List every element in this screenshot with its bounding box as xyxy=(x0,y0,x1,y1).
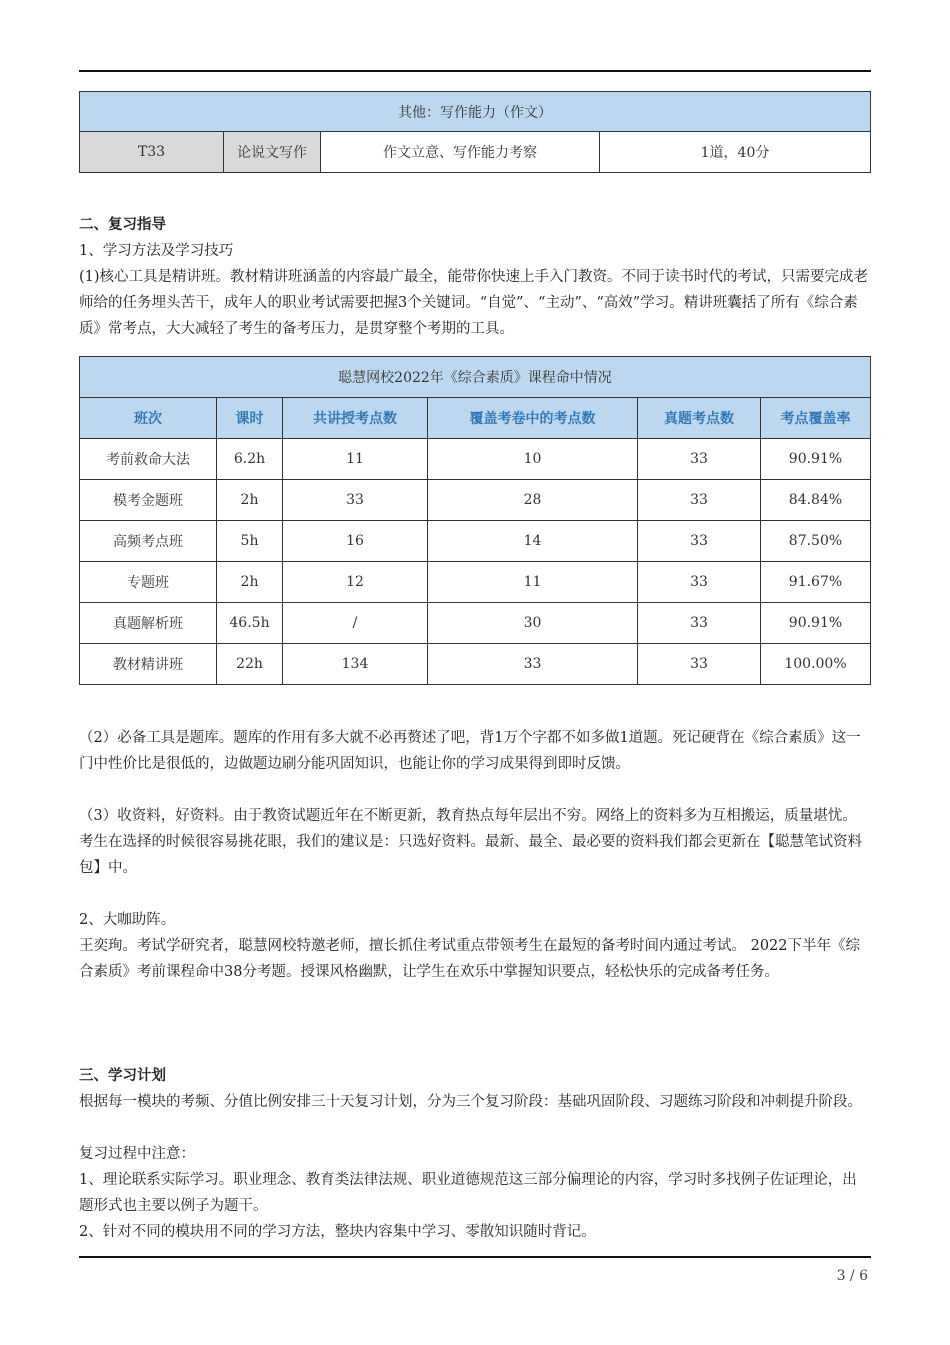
section3-p3: 1、理论联系实际学习。职业理念、教育类法律法规、职业道德规范这三部分偏理论的内容，学习时多找例子佐证理论，出题形式也主要以例子为题干。 xyxy=(79,1172,857,1214)
cell-class: 模考金题班 xyxy=(80,480,217,521)
section2-sub2: 2、大咖助阵。 xyxy=(79,912,176,928)
section2-p2: （2）必备工具是题库。题库的作用有多大就不必再赘述了吧，背1万个字都不如多做1道题。死记硬背在《综合素质》这一门中性价比是很低的，边做题边刷分能巩固知识，也能让你的学习成果得到即时反馈。 xyxy=(79,730,861,772)
section2-sub1: 1、学习方法及学习技巧 xyxy=(79,243,234,259)
cell-hours: 6.2h xyxy=(217,439,283,480)
cell-real: 33 xyxy=(638,521,761,562)
section3-heading: 三、学习计划 xyxy=(79,1068,166,1084)
header-covered: 覆盖考卷中的考点数 xyxy=(428,398,638,439)
cell-real: 33 xyxy=(638,562,761,603)
cell-covered: 33 xyxy=(428,644,638,685)
header-hours: 课时 xyxy=(217,398,283,439)
table-row xyxy=(80,603,871,644)
section3-p2: 复习过程中注意： xyxy=(79,1146,195,1162)
section3-p4: 2、针对不同的模块用不同的学习方法，整块内容集中学习、零散知识随时背记。 xyxy=(79,1224,596,1240)
cell-taught: 134 xyxy=(283,644,428,685)
cell-real: 33 xyxy=(638,644,761,685)
exam-score: 1道，40分 xyxy=(600,132,871,173)
cell-covered: 30 xyxy=(428,603,638,644)
table-row xyxy=(80,521,871,562)
cell-class: 真题解析班 xyxy=(80,603,217,644)
exam-code: T33 xyxy=(80,132,224,173)
table-row xyxy=(80,439,871,480)
section2-p4: 王奕珣。考试学研究者，聪慧网校特邀老师，擅长抓住考试重点带领考生在最短的备考时间内通过考试。 2022下半年《综合素质》考前课程命中38分考题。授课风格幽默，让学生在欢乐中掌握知识要点，轻松快乐的完成备考任务。 xyxy=(79,938,861,980)
cell-class: 专题班 xyxy=(80,562,217,603)
cell-rate: 87.50% xyxy=(761,521,871,562)
cell-covered: 28 xyxy=(428,480,638,521)
cell-covered: 14 xyxy=(428,521,638,562)
cell-hours: 46.5h xyxy=(217,603,283,644)
cell-rate: 90.91% xyxy=(761,439,871,480)
cell-class: 考前救命大法 xyxy=(80,439,217,480)
cell-class: 高频考点班 xyxy=(80,521,217,562)
cell-covered: 11 xyxy=(428,562,638,603)
cell-taught: / xyxy=(283,603,428,644)
cell-hours: 5h xyxy=(217,521,283,562)
cell-real: 33 xyxy=(638,439,761,480)
cell-hours: 22h xyxy=(217,644,283,685)
header-rate: 考点覆盖率 xyxy=(761,398,871,439)
header-taught: 共讲授考点数 xyxy=(283,398,428,439)
exam-desc: 作文立意、写作能力考察 xyxy=(321,132,600,173)
header-real: 真题考点数 xyxy=(638,398,761,439)
exam-type: 论说文写作 xyxy=(224,132,321,173)
bottom-rule xyxy=(79,1256,871,1258)
cell-rate: 84.84% xyxy=(761,480,871,521)
cell-hours: 2h xyxy=(217,562,283,603)
cell-hours: 2h xyxy=(217,480,283,521)
section2-p1: (1)核心工具是精讲班。教材精讲班涵盖的内容最广最全，能带你快速上手入门教资。不同于读书时代的考试，只需要完成老师给的任务埋头苦干，成年人的职业考试需要把握3个关键词。“自觉”、“主动”、“高效”学习。精讲班囊括了所有《综合素质》常考点，大大减轻了考生的备考压力，是贯穿整个考期的工具。 xyxy=(79,269,869,337)
exam-table xyxy=(79,91,871,173)
section2-p3: （3）收资料，好资料。由于教资试题近年在不断更新，教育热点每年层出不穷。网络上的资料多为互相搬运，质量堪忧。考生在选择的时候很容易挑花眼，我们的建议是：只选好资料。最新、最全、最必要的资料我们都会更新在【聪慧笔试资料包】中。 xyxy=(79,808,862,876)
cell-taught: 33 xyxy=(283,480,428,521)
header-class: 班次 xyxy=(80,398,217,439)
course-table-title: 聪慧网校2022年《综合素质》课程命中情况 xyxy=(80,357,871,398)
exam-table-title: 其他：写作能力（作文） xyxy=(80,92,871,132)
cell-covered: 10 xyxy=(428,439,638,480)
table-row xyxy=(80,480,871,521)
page-number: 3 / 6 xyxy=(836,1268,868,1284)
top-rule xyxy=(79,70,871,72)
cell-rate: 90.91% xyxy=(761,603,871,644)
course-table xyxy=(79,356,871,685)
section3-p1: 根据每一模块的考频、分值比例安排三十天复习计划，分为三个复习阶段：基础巩固阶段、习题练习阶段和冲刺提升阶段。 xyxy=(79,1094,862,1110)
cell-taught: 16 xyxy=(283,521,428,562)
cell-taught: 11 xyxy=(283,439,428,480)
cell-real: 33 xyxy=(638,480,761,521)
table-row xyxy=(80,562,871,603)
cell-real: 33 xyxy=(638,603,761,644)
table-row xyxy=(80,644,871,685)
cell-class: 教材精讲班 xyxy=(80,644,217,685)
cell-rate: 100.00% xyxy=(761,644,871,685)
cell-rate: 91.67% xyxy=(761,562,871,603)
section2-heading: 二、复习指导 xyxy=(79,217,166,233)
cell-taught: 12 xyxy=(283,562,428,603)
